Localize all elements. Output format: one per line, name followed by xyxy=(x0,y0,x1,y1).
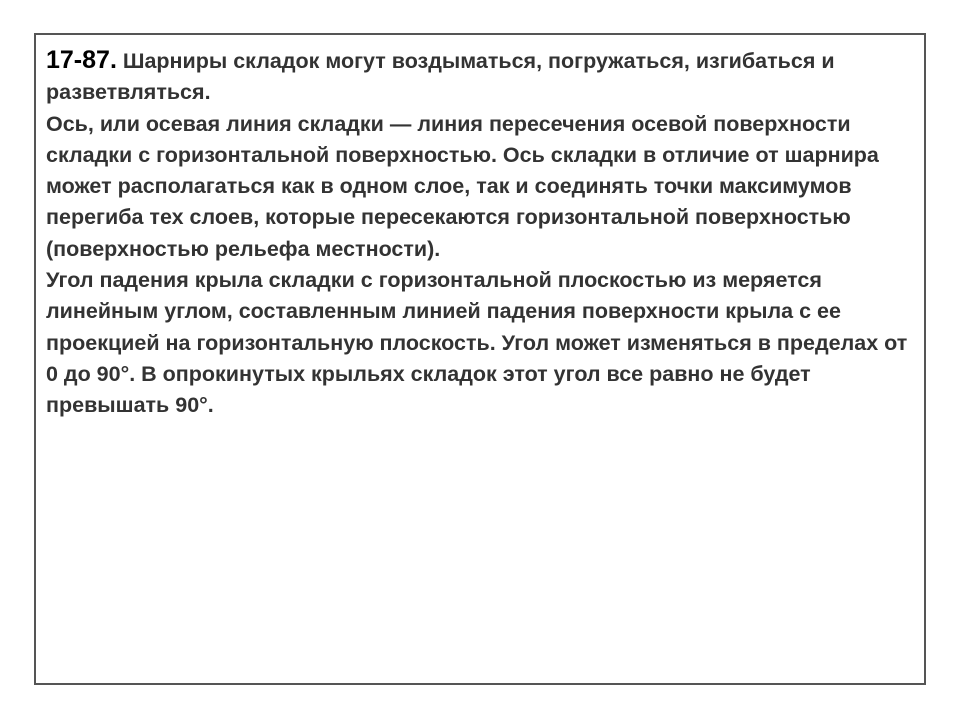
paragraph-hinges xyxy=(46,45,914,109)
slide-number: 17-87. xyxy=(46,46,117,74)
slide-body xyxy=(46,45,914,422)
slide-frame xyxy=(34,33,926,685)
paragraph-dip-angle: Угол падения крыла складки с горизонтальной плоскостью из меряется линейным углом, составленным линией падения поверхности крыла с ее проекцией на горизонтальную плоскость. Угол может изменяться в пределах от 0 до 90°. В опрокинутых крыльях складок этот угол все равно не будет превышать 90°. xyxy=(46,268,908,418)
paragraph-hinges-text: Шарниры складок могут воздыматься, погружаться, изгибаться и разветвляться. xyxy=(46,49,835,105)
paragraph-fold-axis: Ось, или осевая линия складки — линия пересечения осевой поверхности складки с горизонтальной поверхностью. Ось складки в отличие от шарнира может располагаться как в одном слое, так и соединять точки максимумов перегиба тех слоев, которые пересекаются горизонтальной поверхностью (поверхностью рельефа местности). xyxy=(46,111,879,261)
